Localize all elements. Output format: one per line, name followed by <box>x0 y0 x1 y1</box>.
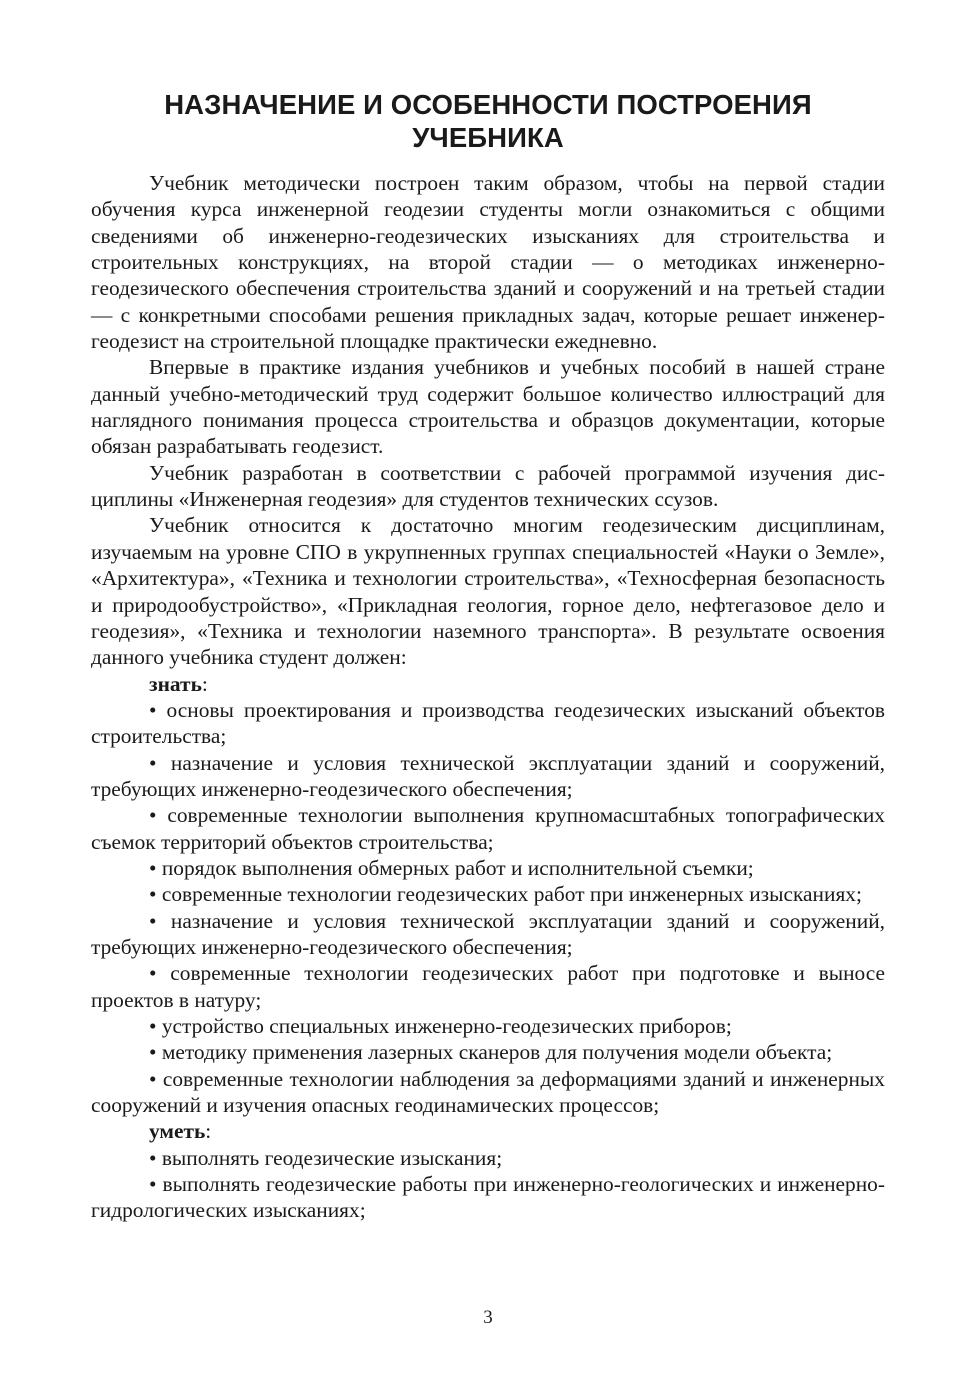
able-heading <box>91 1118 885 1144</box>
list-item: • методику применения лазерных сканеров для получения модели объекта; <box>149 1040 833 1065</box>
page-title <box>91 88 885 154</box>
page-content <box>91 88 885 1224</box>
list-item: • назначение и условия технической эксплуатации зданий и сооружений, требующих инженерно-геодезического обеспечения; <box>91 750 885 801</box>
list-item: • современные технологии геодезических работ при инженерных изысканиях; <box>149 882 862 907</box>
able-label: уметь <box>149 1119 206 1144</box>
paragraph: Учебник разработан в соответствии с рабочей программой изучения дисциплины «Инженерная геодезия» для студентов технических ссузов. <box>91 460 885 512</box>
page-number: 3 <box>483 1307 493 1328</box>
list-item: • современные технологии геодезических работ при подготовке и выносе проектов в натуру; <box>91 961 885 1012</box>
list-item: • современные технологии наблюдения за деформациями зданий и инженерных сооружений и изучения опасных геодинамических процессов; <box>91 1066 885 1118</box>
body-text <box>91 170 885 1224</box>
page-title-line-1: НАЗНАЧЕНИЕ И ОСОБЕННОСТИ ПОСТРОЕНИЯ <box>164 89 812 120</box>
know-colon: : <box>201 671 208 696</box>
able-colon: : <box>205 1119 212 1144</box>
page-title-line-2: УЧЕБНИКА <box>412 122 564 153</box>
list-item: • современные технологии выполнения крупномасштабных топографических съемок территорий объектов строительства; <box>91 803 885 854</box>
know-label: знать <box>149 671 202 696</box>
know-heading <box>91 671 885 697</box>
paragraph: Впервые в практике издания учебников и учебных пособий в нашей стране данный учебно-методический труд содержит большое количество иллюстраций для наглядного понимания процесса строительства и образцов документации, которые обязан разрабатывать геодезист. <box>91 355 885 459</box>
list-item: • устройство специальных инженерно-геодезических приборов; <box>149 1014 732 1038</box>
list-item: • выполнять геодезические работы при инженерно-геологических и инженерно-гидрологических изысканиях; <box>91 1172 885 1223</box>
list-item: • выполнять геодезические изыскания; <box>149 1145 503 1170</box>
paragraph: Учебник относится к достаточно многим геодезическим дисциплинам, изучаемым на уровне СПО в укрупненных группах специальностей «Науки о Земле», «Архитектура», «Техника и технологии строительства», «Техносферная безопасность и природообустройство», «Прикладная геология, горное дело, нефтегазовое дело и геодезия», «Техника и технологии наземного транспорта». В результате освоения данного учебника студент должен: <box>91 513 885 670</box>
list-item: • назначение и условия технической эксплуатации зданий и сооружений, требующих инженерно-геодезического обеспечения; <box>91 908 885 959</box>
list-item: • порядок выполнения обмерных работ и исполнительной съемки; <box>149 855 754 880</box>
list-item: • основы проектирования и производства геодезических изысканий объектов строительства; <box>91 697 885 749</box>
paragraph: Учебник методически построен таким образом, чтобы на первой стадии обучения курса инженерной геодезии студенты могли ознакомиться с общими сведениями об инженерно-геодезических изысканиях для строительства и строительных конструкциях, на второй стадии — о методиках инженерно-геодезического обеспечения строительства зданий и сооружений и на третьей стадии — с конкретными способами решения прикладных задач, которые решает инженер-геодезист на строительной площадке практически ежедневно. <box>91 171 885 354</box>
